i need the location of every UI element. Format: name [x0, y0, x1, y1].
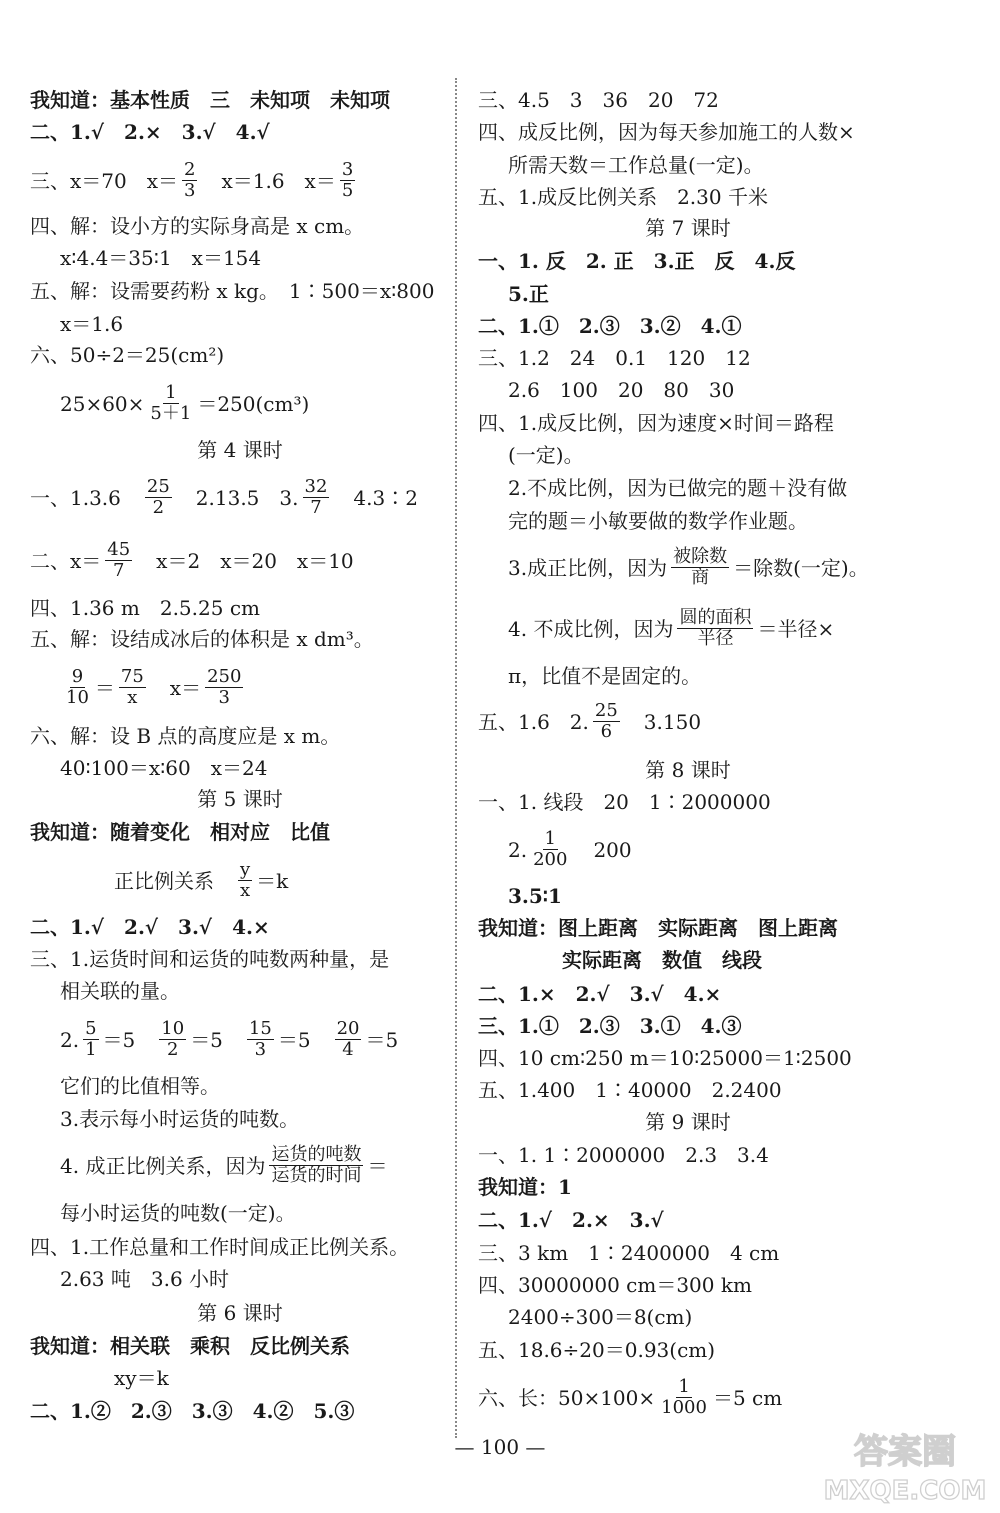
answer-line: [30, 1336, 350, 1356]
answer-line: [478, 760, 898, 780]
numerator: 15: [248, 1017, 272, 1039]
line-text: 4.3∶2: [333, 485, 418, 510]
line-text: 二、1.√ 2.× 3.√: [478, 1208, 664, 1232]
denominator: 5: [341, 180, 354, 202]
line-text: 三、1.2 24 0.1 120 12: [478, 346, 751, 370]
answer-line: [478, 348, 751, 368]
answer-line: [478, 1145, 769, 1165]
fraction: [159, 1017, 186, 1061]
line-text: 2.63 吨 3.6 小时: [60, 1267, 230, 1291]
answer-line: [478, 545, 869, 589]
numerator: 75: [120, 665, 144, 687]
line-text: 四、10 cm∶250 m＝10∶25000＝1∶2500: [478, 1046, 852, 1070]
answer-line: [478, 445, 584, 465]
line-text: 五、1.400 1∶40000 2.2400: [478, 1078, 782, 1102]
watermark-text-bottom: MXQE.COM: [823, 1476, 987, 1506]
answer-line: [478, 792, 771, 812]
denominator: 3: [254, 1039, 267, 1061]
fraction: [671, 545, 729, 589]
answer-line: [478, 918, 838, 938]
line-text: 五、1.成反比例关系 2.30 千米: [478, 185, 768, 209]
fraction: [119, 665, 146, 709]
line-text: 二、1.√ 2.× 3.√ 4.√: [30, 120, 270, 144]
line-text: 2400÷300＝8(cm): [508, 1305, 693, 1329]
line-text: xy＝k: [114, 1366, 169, 1390]
fraction: [83, 1017, 98, 1061]
denominator: 200: [533, 849, 568, 871]
line-text: 我知道：相关联 乘积 反比例关系: [30, 1334, 350, 1358]
fraction: [531, 827, 569, 871]
line-text: π，比值不是固定的。: [508, 664, 702, 688]
denominator: 7: [113, 560, 125, 582]
numerator: 25: [594, 699, 618, 721]
line-text: 一、1. 线段 20 1∶2000000: [478, 790, 771, 814]
denominator: x: [127, 687, 138, 709]
line-text: 4. 不成比例，因为: [508, 616, 674, 641]
fraction: [148, 381, 193, 425]
page-number: — 100 —: [454, 1435, 546, 1459]
line-text: 我知道：1: [478, 1175, 572, 1199]
fraction: [335, 1017, 362, 1061]
line-text: 五、1.6 2.: [478, 709, 589, 734]
line-text: 四、成反比例，因为每天参加施工的人数×: [478, 120, 855, 144]
line-text: 它们的比值相等。: [60, 1074, 220, 1098]
answer-line: [30, 122, 270, 142]
line-text: 六、解：设 B 点的高度应是 x m。: [30, 724, 341, 748]
fraction: [247, 1017, 274, 1061]
line-text: ＝5: [102, 1027, 156, 1052]
fraction: [182, 158, 197, 202]
answer-line: [30, 949, 389, 969]
answer-line: [478, 413, 834, 433]
denominator: 3: [218, 687, 230, 709]
line-text: 第 9 课时: [645, 1110, 731, 1134]
answer-line: [478, 1210, 664, 1230]
line-text: 五、解：设需要药粉 x kg。 1∶500＝x∶800: [30, 279, 435, 303]
numerator: 2: [184, 158, 196, 180]
line-text: 3.表示每小时运货的吨数。: [60, 1107, 300, 1131]
line-text: 四、1.成反比例，因为速度×时间＝路程: [478, 411, 834, 435]
answer-line: [30, 1269, 229, 1289]
line-text: 五、18.6÷20＝0.93(cm): [478, 1338, 716, 1362]
line-text: 第 5 课时: [197, 787, 283, 811]
line-text: 2.不成比例，因为已做完的题＋没有做: [508, 476, 848, 500]
answer-line: [478, 316, 742, 336]
fraction: [677, 606, 753, 650]
line-text: ＝: [367, 1153, 388, 1178]
answer-line: [30, 858, 289, 902]
answer-line: [30, 726, 340, 746]
line-text: 二、x＝: [30, 548, 102, 573]
line-text: 六、50÷2＝25(cm²): [30, 343, 225, 367]
fraction: [145, 475, 172, 519]
numerator: 10: [161, 1017, 185, 1039]
numerator: 5: [85, 1017, 97, 1039]
fraction: [205, 665, 243, 709]
line-text: 4. 成正比例关系，因为: [60, 1153, 266, 1178]
denominator: 商: [691, 567, 710, 589]
answer-line: [30, 281, 434, 301]
line-text: ＝5 cm: [712, 1385, 783, 1410]
line-text: 一、1. 1∶2000000 2.3 3.4: [478, 1143, 769, 1167]
line-text: 200: [573, 837, 632, 862]
answer-line: [30, 1076, 220, 1096]
fraction: [340, 158, 355, 202]
line-text: 二、1.② 2.③ 3.③ 4.② 5.③: [30, 1399, 355, 1423]
denominator: x: [240, 880, 251, 902]
answer-line: [30, 789, 450, 809]
line-text: 我知道：图上距离 实际距离 图上距离: [478, 916, 838, 940]
line-text: 三、4.5 3 36 20 72: [478, 88, 719, 112]
line-text: ＝5: [365, 1027, 399, 1052]
line-text: 3.5∶1: [508, 884, 562, 908]
line-text: 三、1.① 2.③ 3.① 4.③: [478, 1014, 742, 1038]
answer-line: [478, 1048, 852, 1068]
numerator: 1: [165, 381, 177, 403]
answer-line: [478, 606, 835, 650]
answer-line: [478, 122, 855, 142]
denominator: 半径: [697, 628, 734, 650]
line-text: 一、1. 反 2. 正 3.正 反 4.反: [478, 249, 796, 273]
answer-line: [478, 1307, 692, 1327]
line-text: 所需天数＝工作总量(一定)。: [508, 153, 764, 177]
answer-line: [30, 665, 247, 709]
answer-line: [30, 822, 330, 842]
answer-line: [30, 981, 180, 1001]
denominator: 7: [310, 497, 322, 519]
fraction: [238, 858, 252, 902]
answer-line: [478, 380, 734, 400]
denominator: 4: [342, 1039, 354, 1061]
line-text: 三、x＝70 x＝: [30, 168, 179, 193]
line-text: 二、1.√ 2.√ 3.√ 4.×: [30, 915, 270, 939]
fraction: [64, 665, 91, 709]
answer-line: [30, 1237, 409, 1257]
answer-line: [30, 1143, 388, 1187]
line-text: 四、1.36 m 2.5.25 cm: [30, 596, 260, 620]
line-text: ＝5: [277, 1027, 331, 1052]
line-text: ＝: [94, 675, 115, 700]
answer-line: [478, 1016, 742, 1036]
answer-line: [478, 1177, 572, 1197]
line-text: 二、1.① 2.③ 3.② 4.①: [478, 314, 742, 338]
line-text: 正比例关系: [114, 868, 234, 893]
fraction: [303, 475, 330, 519]
line-text: 四、30000000 cm＝300 km: [478, 1273, 752, 1297]
line-text: 3.150: [623, 709, 702, 734]
numerator: 1: [678, 1375, 690, 1397]
watermark-text-top: 答案圈: [854, 1432, 956, 1472]
line-text: ＝k: [256, 868, 289, 893]
denominator: 2: [167, 1039, 179, 1061]
line-text: ＝250(cm³): [197, 391, 310, 416]
line-text: 三、3 km 1∶2400000 4 cm: [478, 1241, 780, 1265]
line-text: 五、解：设结成冰后的体积是 x dm³。: [30, 627, 374, 651]
line-text: 2.: [508, 837, 528, 862]
denominator: 1: [85, 1039, 97, 1061]
fraction: [105, 538, 132, 582]
answer-line: [478, 155, 764, 175]
line-text: 5.正: [508, 282, 549, 306]
line-text: 一、1.3.6: [30, 485, 141, 510]
answer-line: [30, 1368, 169, 1388]
numerator: 被除数: [673, 545, 728, 567]
answer-line: [30, 440, 450, 460]
denominator: 运货的时间: [271, 1165, 362, 1187]
answer-line: [30, 475, 418, 519]
numerator: 45: [107, 538, 131, 560]
line-text: x＝2 x＝20 x＝10: [136, 548, 354, 573]
answer-line: [478, 984, 721, 1004]
fraction: [269, 1143, 363, 1187]
line-text: 2.13.5 3.: [175, 485, 299, 510]
answer-line: [478, 511, 808, 531]
line-text: x＝1.6: [60, 312, 124, 336]
line-text: 3.成正比例，因为: [508, 555, 668, 580]
answer-line: [478, 827, 632, 871]
answer-line: [30, 248, 261, 268]
line-text: 25×60×: [60, 391, 145, 416]
denominator: 5＋1: [150, 403, 192, 425]
answer-line: [478, 1112, 898, 1132]
line-text: 四、1.工作总量和工作时间成正比例关系。: [30, 1235, 410, 1259]
column-divider: [455, 78, 458, 1438]
line-text: 第 6 课时: [197, 1301, 283, 1325]
answer-line: [478, 90, 719, 110]
line-text: 我知道：随着变化 相对应 比值: [30, 820, 330, 844]
answer-line: [30, 1017, 399, 1061]
denominator: 6: [600, 721, 613, 743]
answer-line: [30, 314, 123, 334]
line-text: 第 7 课时: [645, 216, 731, 240]
answer-line: [30, 158, 359, 202]
numerator: 运货的吨数: [271, 1143, 362, 1165]
answer-line: [478, 886, 562, 906]
line-text: 四、解：设小方的实际身高是 x cm。: [30, 214, 365, 238]
answer-line: [478, 251, 795, 271]
line-text: ＝5: [190, 1027, 243, 1052]
line-text: 2.: [60, 1027, 80, 1052]
numerator: 9: [71, 665, 84, 687]
answer-line: [478, 699, 702, 743]
numerator: 1: [544, 827, 556, 849]
denominator: 1000: [661, 1397, 707, 1419]
line-text: 二、1.× 2.√ 3.√ 4.×: [478, 982, 722, 1006]
line-text: x＝: [149, 675, 202, 700]
line-text: 每小时运货的吨数(一定)。: [60, 1201, 296, 1225]
numerator: 圆的面积: [679, 606, 752, 628]
answer-line: [478, 1243, 779, 1263]
line-text: ＝半径×: [757, 616, 835, 641]
line-text: 第 4 课时: [197, 438, 283, 462]
numerator: y: [240, 858, 251, 880]
line-text: (一定)。: [508, 443, 584, 467]
denominator: 2: [152, 497, 165, 519]
numerator: 20: [336, 1017, 360, 1039]
numerator: 32: [304, 475, 328, 497]
answer-line: [30, 345, 224, 365]
answer-line: [478, 950, 762, 970]
answer-line: [478, 187, 768, 207]
line-text: x＝1.6 x＝: [201, 168, 336, 193]
answer-line: [30, 917, 270, 937]
line-text: ＝除数(一定)。: [733, 555, 869, 580]
answer-line: [30, 1401, 354, 1421]
answer-line: [30, 381, 310, 425]
answer-line: [478, 1340, 715, 1360]
line-text: 相关联的量。: [60, 979, 180, 1003]
answer-line: [30, 758, 268, 778]
numerator: 3: [341, 158, 354, 180]
answer-line: [478, 218, 898, 238]
line-text: 40∶100＝x∶60 x＝24: [60, 756, 268, 780]
answer-line: [478, 1375, 783, 1419]
answer-line: [30, 629, 374, 649]
line-text: 我知道：基本性质 三 未知项 未知项: [30, 88, 390, 112]
line-text: x∶4.4＝35∶1 x＝154: [60, 246, 262, 270]
fraction: [593, 699, 620, 743]
numerator: 25: [146, 475, 170, 497]
line-text: 三、1.运货时间和运货的吨数两种量，是: [30, 947, 390, 971]
denominator: 3: [184, 180, 196, 202]
line-text: 2.6 100 20 80 30: [508, 378, 735, 402]
line-text: 第 8 课时: [645, 758, 731, 782]
line-text: 实际距离 数值 线段: [562, 948, 762, 972]
answer-line: [30, 1303, 450, 1323]
denominator: 10: [66, 687, 89, 709]
answer-line: [30, 90, 390, 110]
answer-line: [30, 216, 364, 236]
numerator: 250: [207, 665, 242, 687]
watermark-logo: [820, 1425, 990, 1507]
answer-line: [478, 1275, 752, 1295]
answer-line: [478, 478, 847, 498]
answer-line: [478, 1080, 782, 1100]
answer-line: [30, 598, 260, 618]
answer-line: [478, 284, 549, 304]
line-text: 六、长：50×100×: [478, 1385, 656, 1410]
fraction: [659, 1375, 709, 1419]
answer-line: [478, 666, 701, 686]
answer-line: [30, 538, 354, 582]
answer-line: [30, 1203, 296, 1223]
answer-line: [30, 1109, 299, 1129]
line-text: 完的题＝小敏要做的数学作业题。: [508, 509, 808, 533]
